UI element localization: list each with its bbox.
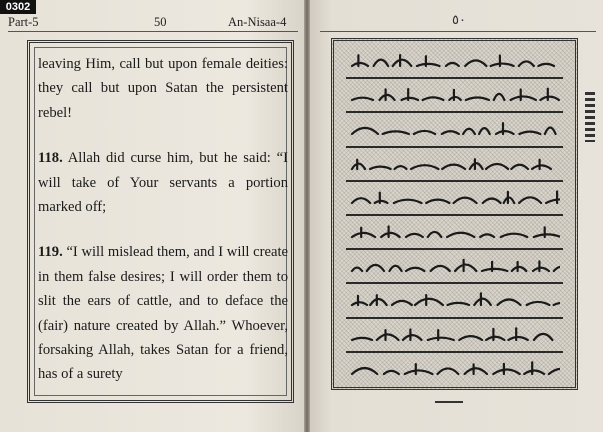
bottom-note (435, 395, 463, 403)
header-rule (8, 31, 298, 32)
arabic-script-line (348, 325, 560, 345)
arabic-script-line (348, 51, 560, 71)
paragraph-text: Allah did curse him, but he said: “I will take of Your servants a portion marked off; (38, 150, 289, 216)
script-line-rule (346, 77, 563, 79)
script-line-rule (346, 146, 563, 148)
script-line-rule (346, 180, 563, 182)
script-line-rule (346, 248, 563, 250)
arabic-script-line (348, 256, 560, 276)
script-line-rule (346, 111, 563, 113)
paragraph-text: “I will mislead them, and I will create in them false desires; I will order them to slit the ears of cattle, and to deface the (fair) nature created by Allah.” Whoever, forsaking Allah, takes Satan for a friend, has of a surety (38, 244, 288, 383)
header-page-number: 50 (154, 15, 167, 29)
scan-id-label: 0302 (0, 0, 36, 14)
arabic-script-line (348, 222, 560, 242)
script-line-rule (346, 214, 563, 216)
margin-note (585, 92, 595, 142)
paragraph-verse-119 (38, 240, 288, 386)
book-gutter (304, 0, 310, 432)
paragraph-continuation (38, 52, 288, 125)
script-line-rule (346, 317, 563, 319)
translation-text (38, 52, 288, 387)
verse-number: 119. (38, 244, 63, 261)
arabic-script-frame (331, 38, 578, 390)
arabic-script-line (348, 119, 560, 139)
arabic-script-line (348, 290, 560, 310)
paragraph-verse-118 (38, 146, 288, 219)
right-header-page-number: ٥٠ (452, 13, 466, 28)
header-part: Part-5 (8, 15, 39, 29)
arabic-script-line (348, 188, 560, 208)
header-surah: An-Nisaa-4 (228, 15, 287, 29)
right-header-rule (320, 31, 596, 32)
arabic-script-line (348, 359, 560, 379)
arabic-script-line (348, 85, 560, 105)
arabic-script-line (348, 154, 560, 174)
verse-number: 118. (38, 150, 63, 167)
script-line-rule (346, 282, 563, 284)
script-line-rule (346, 351, 563, 353)
paragraph-text: leaving Him, call but upon female deities: they call but upon Satan the persistent rebel! (38, 56, 288, 121)
